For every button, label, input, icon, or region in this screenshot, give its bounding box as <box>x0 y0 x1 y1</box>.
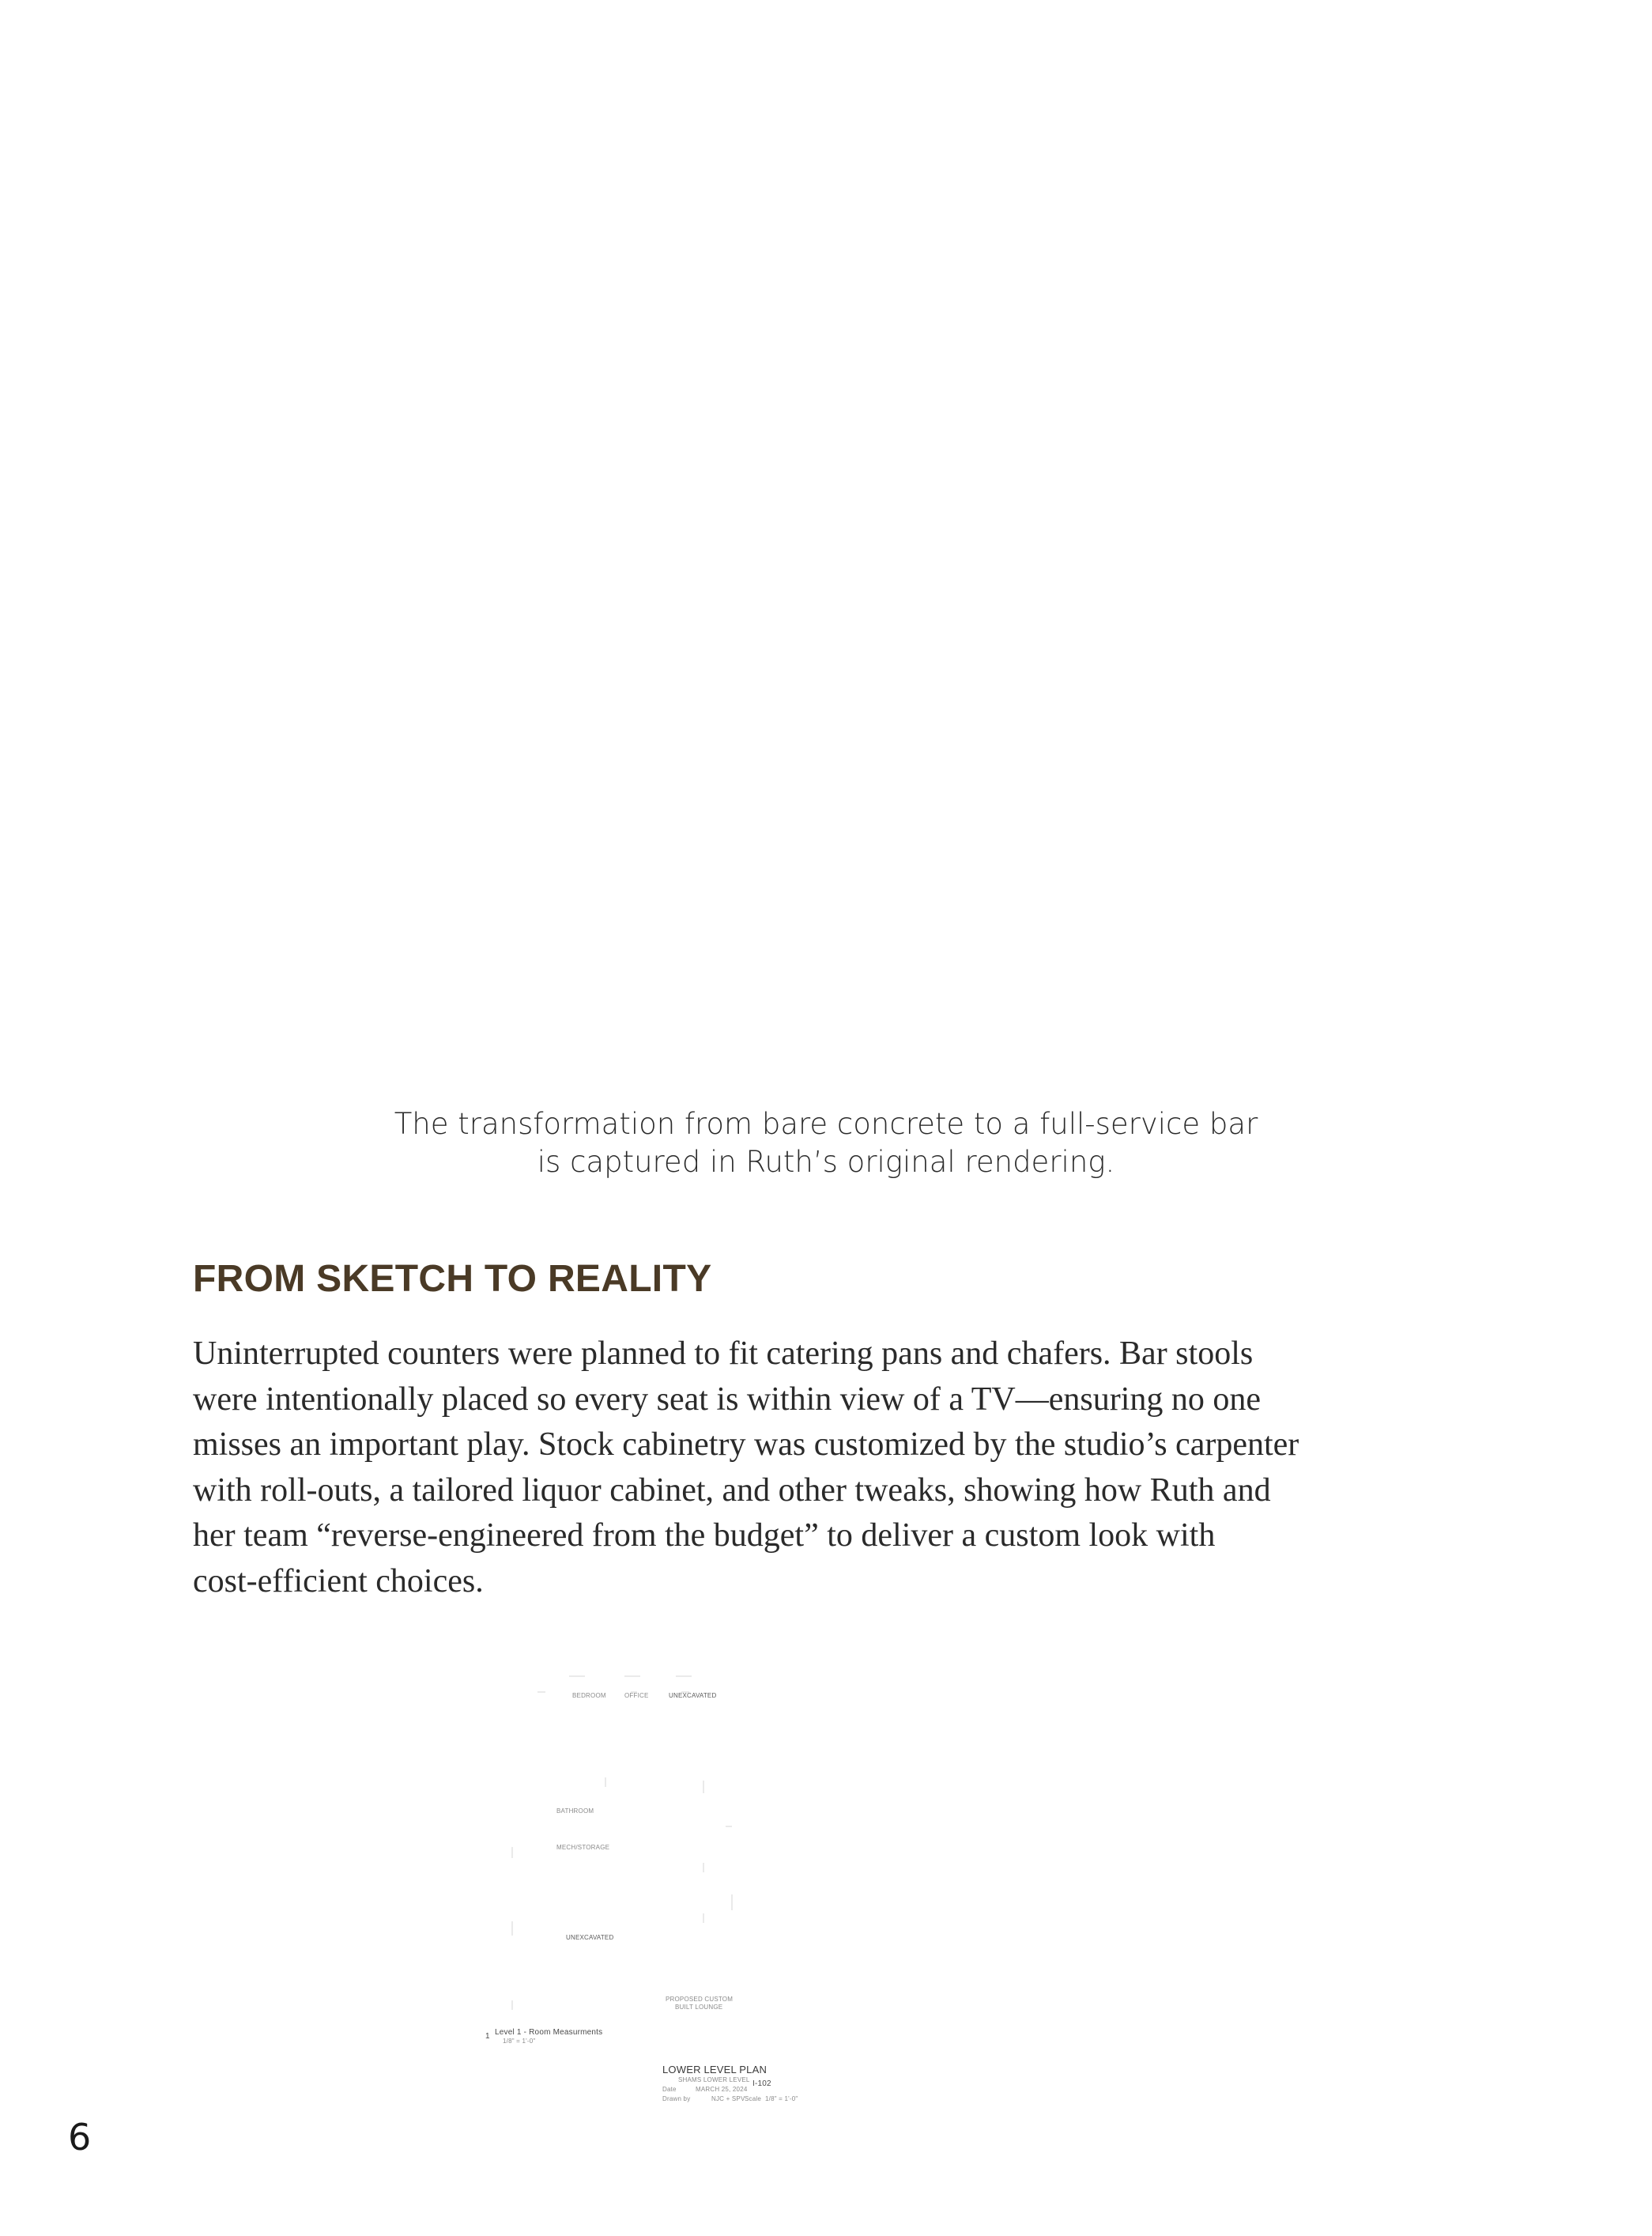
body-line-1: Uninterrupted counters were planned to fit catering pans and chafers. Bar stools <box>193 1335 1254 1372</box>
sheet-date-value: MARCH 25, 2024 <box>696 2086 748 2093</box>
body-line-6: cost-efficient choices. <box>193 1562 484 1600</box>
floor-plan-linework <box>474 1660 806 2119</box>
plan-label-bedroom: BEDROOM <box>572 1692 606 1699</box>
sheet-date-label: Date <box>662 2086 677 2093</box>
sheet-number: I-102 <box>752 2079 771 2088</box>
page-number: 6 <box>68 2116 92 2159</box>
body-line-4: with roll-outs, a tailored liquor cabinet, and other tweaks, showing how Ruth and <box>193 1471 1271 1509</box>
sheet-subtitle: SHAMS LOWER LEVEL <box>678 2076 750 2083</box>
sheet-drawn-value: NJC + SPV <box>711 2095 745 2102</box>
plan-label-office: OFFICE <box>624 1692 649 1699</box>
plan-label-mech-storage: MECH/STORAGE <box>556 1844 610 1851</box>
sheet-scale-value: 1/8" = 1'-0" <box>765 2095 798 2102</box>
plan-view-title: Level 1 - Room Measurments <box>495 2028 603 2037</box>
sheet-drawn-label: Drawn by <box>662 2095 691 2102</box>
photo-caption <box>0 1105 1652 1181</box>
plan-label-unexcavated-top: UNEXCAVATED <box>669 1692 717 1699</box>
plan-label-lounge-2: BUILT LOUNGE <box>675 2004 723 2011</box>
body-line-3: misses an important play. Stock cabinetry was customized by the studio’s carpenter <box>193 1426 1299 1463</box>
floor-plan-drawing <box>474 1660 806 2119</box>
photo-placeholder <box>0 0 1652 1075</box>
caption-line-2: is captured in Ruth’s original rendering. <box>537 1145 1115 1179</box>
plan-view-scale: 1/8" = 1'-0" <box>503 2038 536 2045</box>
plan-label-unexcavated-bottom: UNEXCAVATED <box>566 1934 614 1941</box>
section-heading: FROM SKETCH TO REALITY <box>193 1258 712 1300</box>
sheet-title: LOWER LEVEL PLAN <box>662 2064 768 2075</box>
caption-line-1: The transformation from bare concrete to a full-service bar <box>394 1107 1258 1141</box>
plan-label-lounge-1: PROPOSED CUSTOM <box>666 1996 734 2003</box>
section-body <box>193 1331 1537 1604</box>
plan-view-number: 1 <box>485 2032 490 2041</box>
body-line-2: were intentionally placed so every seat is within view of a TV—ensuring no one <box>193 1381 1262 1418</box>
body-line-5: her team “reverse-engineered from the budget” to deliver a custom look with <box>193 1517 1216 1554</box>
plan-label-bathroom: BATHROOM <box>556 1807 594 1815</box>
sheet-scale-label: Scale <box>745 2095 762 2102</box>
